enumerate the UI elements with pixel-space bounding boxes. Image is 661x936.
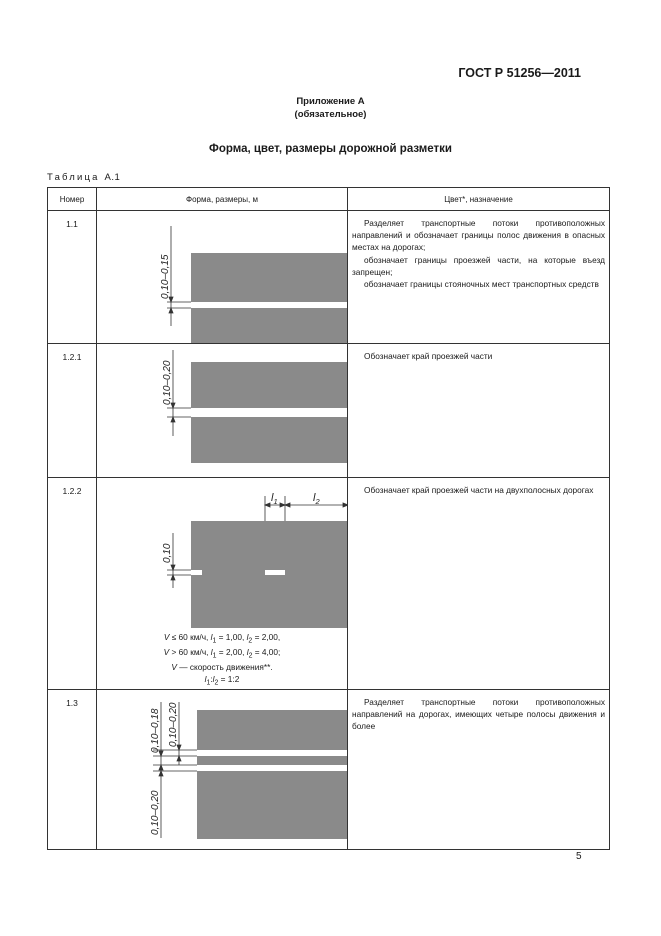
description-line: обозначает границы проезжей части, на которые въезд запрещен; — [352, 254, 605, 277]
road-strip-top — [197, 710, 347, 750]
row-description — [348, 344, 610, 478]
row-description — [348, 689, 610, 849]
road-strip-bottom — [197, 771, 347, 839]
description-line: Обозначает край проезжей части на двухполосных дорогах — [364, 485, 594, 495]
description-line: Разделяет транспортные потоки противоположных направлений на дорогах, имеющих четыре полосы движения и более — [352, 696, 605, 732]
dimension-label: 0,10–0,15 — [160, 254, 171, 299]
marking-drawing — [97, 690, 347, 849]
row-number: 1.2.1 — [48, 344, 97, 478]
road-strip-top — [191, 362, 347, 408]
page-number: 5 — [576, 851, 582, 862]
condition-line: V > 60 км/ч, $l_1 = 2,00$, $l_2 = 4,00$; — [163, 647, 281, 660]
dimension-label: 0,10 — [162, 543, 173, 563]
condition-line: V ≤ 60 км/ч, $l_1 = 1,00$, $l_2 = 2,00$, — [163, 632, 281, 645]
marking-figure-1-2-1 — [97, 344, 348, 478]
table-row — [48, 689, 610, 849]
table-row — [48, 344, 610, 478]
col-header-purpose: Цвет*, назначение — [348, 188, 610, 211]
row-number: 1.1 — [48, 211, 97, 344]
description-line: Обозначает край проезжей части — [364, 351, 493, 361]
page-heading: Форма, цвет, размеры дорожной разметки — [209, 143, 452, 155]
condition-line: $l_1:l_2$ = 1:2 — [204, 673, 240, 687]
row-number: 1.2.2 — [48, 478, 97, 690]
speed-conditions — [97, 632, 347, 689]
standard-number: ГОСТ Р 51256—2011 — [458, 66, 581, 80]
condition-line: V — скорость движения**. — [171, 662, 273, 673]
description-line: Разделяет транспортные потоки противоположных направлений и обозначает границы полос движения в опасных местах на дорогах; — [352, 218, 605, 253]
description-line: обозначает границы стояночных мест транспортных средств — [364, 279, 599, 290]
row-description — [348, 211, 610, 344]
dimension-label-l1: $l_1$ — [271, 492, 278, 506]
table-row — [48, 478, 610, 690]
table-label-word: Таблица — [47, 172, 100, 183]
marking-drawing — [97, 478, 347, 636]
row-number: 1.3 — [48, 689, 97, 849]
annex-title: Приложение А — [296, 96, 365, 107]
road-strip-middle — [197, 756, 347, 765]
dimension-label-l2: $l_2$ — [313, 492, 320, 506]
marking-figure-1-1 — [97, 211, 348, 344]
marking-figure-1-3 — [97, 689, 348, 849]
dimension-label: 0,10–0,20 — [162, 360, 173, 405]
road-strip-top — [191, 253, 347, 302]
dash-marking — [265, 570, 285, 575]
table-label-number: А.1 — [104, 172, 121, 183]
dash-marking — [191, 570, 202, 575]
marking-drawing — [97, 344, 347, 477]
table-label — [47, 172, 120, 183]
marking-figure-1-2-2 — [97, 478, 348, 690]
annex-subtitle: (обязательное) — [294, 109, 367, 120]
annex-header — [0, 95, 661, 121]
dimension-label: 0,10–0,18 — [150, 708, 161, 753]
marking-drawing — [97, 211, 347, 343]
col-header-number: Номер — [48, 188, 97, 211]
row-description — [348, 478, 610, 690]
dimension-label: 0,10–0,20 — [150, 790, 161, 835]
table-header-row — [48, 188, 610, 211]
dimension-label: 0,10–0,20 — [168, 702, 179, 747]
road-strip-bottom — [191, 308, 347, 343]
markings-table — [47, 187, 610, 850]
road-strip-bottom — [191, 417, 347, 463]
table-row — [48, 211, 610, 344]
col-header-form: Форма, размеры, м — [97, 188, 348, 211]
